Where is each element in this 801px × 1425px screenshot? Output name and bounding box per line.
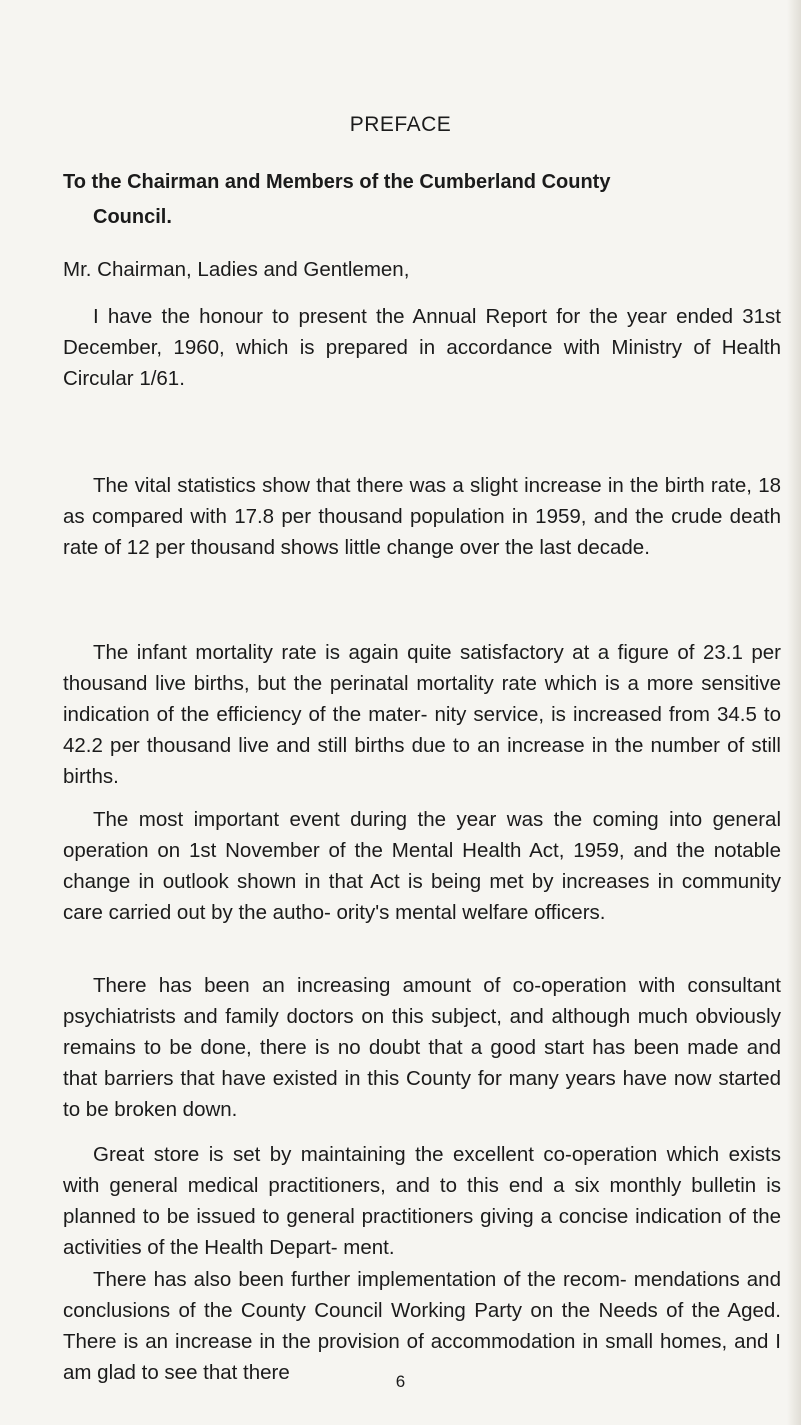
address-line-2: Council. bbox=[93, 206, 172, 228]
paragraph-general-practitioners: Great store is set by maintaining the excellent co-operation which exists with general medical practitioners, and to this end a six monthly bulletin is planned to be issued to general practitioners giving a concise indication of the activities of the Health Depart- ment. bbox=[63, 1143, 781, 1259]
salutation: Mr. Chairman, Ladies and Gentlemen, bbox=[63, 258, 410, 281]
paragraph-infant-mortality: The infant mortality rate is again quite satisfactory at a figure of 23.1 per thousand live births, but the perinatal mortality rate which is a more sensitive indication of the efficiency of the mater- nity service, is increased from 34.5 to 42.2 per thousand live and still births due to an increase in the number of still births. bbox=[63, 641, 781, 788]
paragraph-needs-of-aged: There has also been further implementation of the recom- mendations and conclusions of the County Council Working Party on the Needs of the Aged. There is an increase in the provision of accommodation in small homes, and I am glad to see that there bbox=[63, 1268, 781, 1384]
address-line-1: To the Chairman and Members of the Cumberland County bbox=[63, 171, 611, 193]
page-edge-shadow bbox=[787, 0, 801, 1425]
paragraph-annual-report: I have the honour to present the Annual Report for the year ended 31st December, 1960, which is prepared in accordance with Ministry of Health Circular 1/61. bbox=[63, 305, 781, 390]
address-heading bbox=[63, 165, 743, 235]
paragraph-vital-statistics: The vital statistics show that there was a slight increase in the birth rate, 18 as compared with 17.8 per thousand population in 1959, and the crude death rate of 12 per thousand shows little change over the last decade. bbox=[63, 474, 781, 559]
page-number: 6 bbox=[395, 1372, 406, 1391]
paragraph-co-operation: There has been an increasing amount of co-operation with consultant psychiatrists and family doctors on this subject, and although much obviously remains to be done, there is no doubt that a good start has been made and that barriers that have existed in this County for many years have now started to be broken down. bbox=[63, 974, 781, 1121]
paragraph-mental-health-act: The most important event during the year was the coming into general operation on 1st November of the Mental Health Act, 1959, and the notable change in outlook shown in that Act is being met by increases in community care carried out by the autho- ority's mental welfare officers. bbox=[63, 808, 781, 924]
page-title: PREFACE bbox=[349, 113, 452, 136]
